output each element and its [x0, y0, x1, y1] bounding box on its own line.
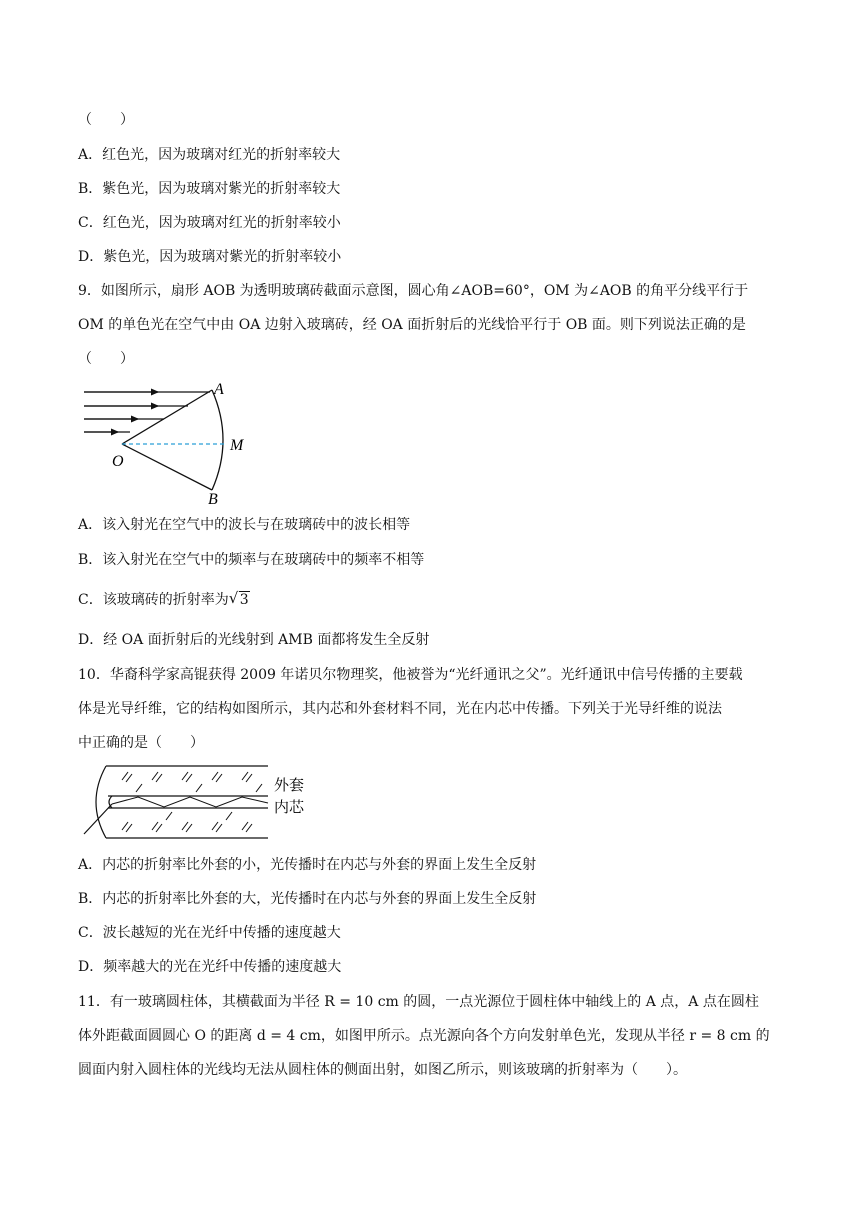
q9-option-c-text: C．该玻璃砖的折射率为	[78, 592, 229, 608]
q9-option-c	[78, 590, 250, 610]
q8-option-b: B．紫色光，因为玻璃对紫光的折射率较大	[78, 181, 341, 197]
q10-stem-line1: 10．华裔科学家高锟获得 2009 年诺贝尔物理奖，他被誉为“光纤通讯之父”。光纤通讯中信号传播的主要载	[78, 667, 743, 683]
q10-stem-line3: 中正确的是（ ）	[78, 735, 204, 751]
q9-option-d: D．经 OA 面折射后的光线射到 AMB 面都将发生全反射	[78, 632, 430, 648]
q10-option-b: B．内芯的折射率比外套的大，光传播时在内芯与外套的界面上发生全反射	[78, 891, 537, 907]
sqrt-symbol: √ 3	[228, 589, 249, 608]
q9-sector-figure	[78, 372, 278, 512]
q8-option-d: D．紫色光，因为玻璃对紫光的折射率较小	[78, 249, 342, 265]
q9-label-o: O	[112, 453, 124, 470]
q9-stem-line2: OM 的单色光在空气中由 OA 边射入玻璃砖，经 OA 面折射后的光线恰平行于 OB 面。则下列说法正确的是	[78, 317, 746, 333]
q10-stem-line2: 体是光导纤维，它的结构如图所示，其内芯和外套材料不同，光在内芯中传播。下列关于光导纤维的说法	[78, 701, 722, 717]
q9-stem-line1: 9．如图所示，扇形 AOB 为透明玻璃砖截面示意图，圆心角∠AOB=60°，OM 为∠AOB 的角平分线平行于	[78, 283, 749, 299]
q10-option-a: A．内芯的折射率比外套的小，光传播时在内芯与外套的界面上发生全反射	[78, 857, 537, 873]
q9-label-b: B	[208, 491, 218, 508]
q9-answer-paren: （ ）	[78, 351, 134, 367]
q9-label-m: M	[230, 437, 244, 454]
q10-option-d: D．频率越大的光在光纤中传播的速度越大	[78, 959, 342, 975]
q11-stem-line1: 11．有一玻璃圆柱体，其横截面为半径 R = 10 cm 的圆，一点光源位于圆柱体中轴线上的 A 点，A 点在圆柱	[78, 994, 759, 1010]
q9-label-a: A	[214, 381, 224, 398]
q8-answer-paren: （ ）	[78, 112, 134, 128]
q8-option-a: A．红色光，因为玻璃对红光的折射率较大	[78, 147, 341, 163]
q10-fiber-figure	[78, 758, 318, 846]
q11-stem-line2: 体外距截面圆圆心 O 的距离 d = 4 cm，如图甲所示。点光源向各个方向发射单色光，发现从半径 r = 8 cm 的	[78, 1028, 770, 1044]
q9-option-c-radicand: 3	[239, 592, 249, 608]
q9-option-a: A．该入射光在空气中的波长与在玻璃砖中的波长相等	[78, 517, 411, 533]
q10-label-outer: 外套	[274, 776, 305, 794]
q11-stem-line3: 圆面内射入圆柱体的光线均无法从圆柱体的侧面出射，如图乙所示，则该玻璃的折射率为（ ）。	[78, 1062, 687, 1078]
q9-option-b: B．该入射光在空气中的频率与在玻璃砖中的频率不相等	[78, 552, 425, 568]
q10-label-inner: 内芯	[274, 798, 305, 816]
q10-option-c: C．波长越短的光在光纤中传播的速度越大	[78, 925, 341, 941]
q8-option-c: C．红色光，因为玻璃对红光的折射率较小	[78, 215, 341, 231]
